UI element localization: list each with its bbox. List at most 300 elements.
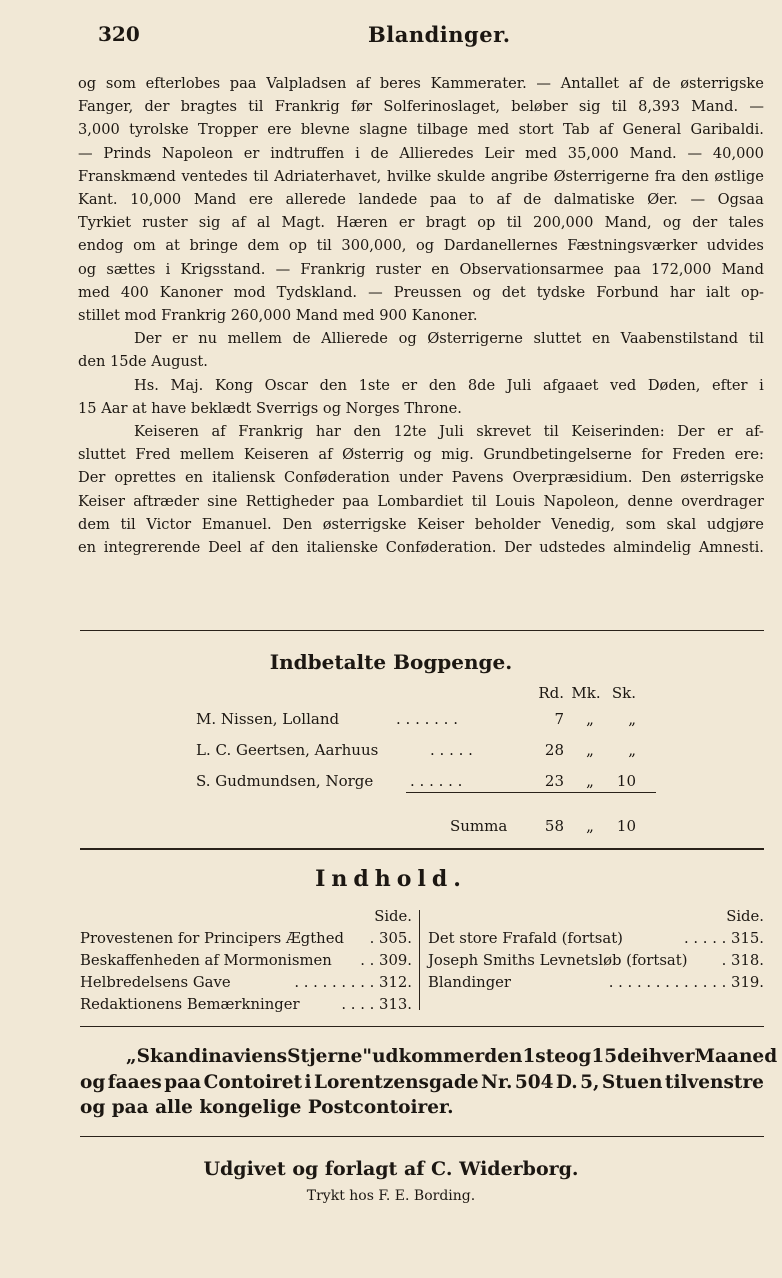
word: paa: [429, 191, 457, 209]
word: den: [353, 423, 381, 441]
total-row: [196, 817, 636, 848]
toc-entry: [80, 994, 412, 1016]
word: stort: [518, 121, 554, 139]
word: 400: [120, 283, 149, 301]
word: Mand: [193, 191, 237, 209]
word: om: [133, 237, 156, 255]
word: aftræder: [133, 492, 199, 510]
word: ved: [609, 376, 637, 394]
word: til: [506, 214, 522, 232]
word: tales: [728, 214, 764, 232]
toc-title: Blandinger: [428, 974, 511, 991]
word: endog: [78, 237, 124, 255]
word: 5,: [580, 1071, 600, 1093]
word: beholder: [474, 515, 541, 533]
word: med: [525, 144, 557, 162]
word: „Skandinaviens: [126, 1046, 288, 1067]
word: General: [622, 121, 682, 139]
toc-page-number: 313.: [379, 996, 412, 1013]
total-mk: „: [586, 817, 594, 835]
word: Prinds: [103, 144, 152, 162]
word: paa: [164, 1071, 202, 1093]
amount-rd: 7: [554, 710, 564, 728]
total-rd: 58: [544, 817, 564, 835]
text-line: [78, 443, 764, 466]
text-line: [78, 211, 764, 234]
word: Hs.: [134, 376, 159, 394]
notice-line: [80, 1070, 764, 1096]
word: østerrigske: [322, 515, 407, 533]
column-divider: [419, 910, 420, 1010]
word: Conføderation: [284, 469, 390, 487]
word: under: [399, 469, 443, 487]
word: Allierede: [321, 330, 388, 348]
word: de: [370, 144, 389, 162]
word: og: [413, 446, 432, 464]
word: Juli: [506, 376, 532, 394]
word: er: [398, 214, 415, 232]
text-line: [78, 374, 764, 397]
word: sluttet: [78, 446, 126, 464]
word: tilvenstre: [664, 1071, 764, 1093]
word: Leir: [484, 144, 515, 162]
word: af: [318, 446, 333, 464]
toc-entry: [80, 928, 412, 950]
article-body: [78, 72, 764, 559]
word: Juli: [439, 423, 464, 441]
word: Østerrig: [342, 446, 404, 464]
word: til: [120, 515, 136, 533]
word: Valpladsen: [266, 75, 347, 92]
word: er: [401, 376, 418, 394]
text-line: [78, 281, 764, 304]
word: de: [523, 191, 542, 209]
word: Pavens: [451, 469, 504, 487]
word: paa: [614, 260, 641, 278]
word: —: [687, 144, 703, 162]
word: landede: [358, 191, 418, 209]
word: 35,000: [567, 144, 619, 162]
word: Napoleon,: [543, 492, 620, 510]
word: med: [477, 121, 510, 139]
word: almindelig: [613, 539, 692, 557]
word: Øer.: [647, 191, 678, 209]
word: før: [350, 98, 373, 116]
word: blevne: [300, 121, 350, 139]
word: som: [105, 75, 136, 92]
word: udgjøre: [706, 515, 764, 533]
word: sluttet: [533, 330, 582, 348]
text-line: [78, 536, 764, 559]
word: Freden: [672, 446, 726, 464]
word: Magt.: [281, 214, 325, 232]
word: af: [211, 423, 226, 441]
word: ventedes: [181, 167, 248, 185]
toc-page: [341, 994, 412, 1016]
word: Observationsarmee: [459, 260, 604, 278]
amount-mk: „: [586, 710, 594, 728]
word: i: [165, 260, 171, 278]
word: udstedes: [539, 539, 606, 557]
word: Conføderation.: [385, 539, 497, 557]
text-line: [78, 188, 764, 211]
leader-dots: . .: [360, 952, 375, 969]
word: Frankrig: [274, 98, 340, 116]
word: til: [471, 492, 487, 510]
word: Maaned: [694, 1046, 778, 1067]
word: op: [288, 237, 308, 255]
word: Tyrkiet: [78, 214, 131, 232]
word: den: [484, 1046, 523, 1067]
word: som: [625, 515, 656, 533]
text-line: [78, 420, 764, 443]
word: 12te: [393, 423, 427, 441]
word: Kong: [214, 376, 253, 394]
word: Kammerater.: [430, 75, 527, 92]
toc-title: Provestenen for Principers Ægthed: [80, 930, 344, 947]
word: ere: [267, 121, 292, 139]
leader-dots: . . . . .: [430, 741, 473, 759]
word: Frankrig: [238, 423, 304, 441]
word: og: [566, 1046, 592, 1067]
word: 300,000,: [341, 237, 407, 255]
word: Solferinoslaget,: [383, 98, 501, 116]
word: til: [248, 98, 264, 116]
toc-page-number: 312.: [379, 974, 412, 991]
contents-right-column: [428, 906, 764, 994]
word: Venedig,: [551, 515, 616, 533]
word: ruster: [142, 214, 188, 232]
table-row: [196, 772, 636, 803]
word: og: [416, 237, 435, 255]
word: hver: [648, 1046, 695, 1067]
word: nu: [198, 330, 218, 348]
word: en: [78, 539, 97, 557]
word: faaes: [107, 1071, 162, 1093]
word: Lombardiet: [377, 492, 464, 510]
word: sættes: [106, 260, 156, 278]
word: D.: [555, 1071, 578, 1093]
toc-page-number: 305.: [379, 930, 412, 947]
word: den: [271, 539, 299, 557]
text-line: [78, 234, 764, 257]
word: 3,000: [78, 121, 120, 139]
word: ialt: [705, 283, 730, 301]
word: Der: [134, 330, 162, 348]
word: Emanuel.: [201, 515, 272, 533]
column-header-sk: Sk.: [611, 684, 636, 702]
leader-dots: .: [721, 952, 727, 969]
word: af-: [745, 423, 764, 441]
word: Frankrig: [300, 260, 366, 278]
word: efter: [712, 376, 748, 394]
contents-left-column: [80, 906, 412, 1016]
word: Tab: [562, 121, 590, 139]
word: 200,000: [533, 214, 594, 232]
word: skulde: [436, 167, 486, 185]
toc-page: [360, 950, 412, 972]
word: Nr.: [481, 1071, 513, 1093]
word: overdrager: [681, 492, 764, 510]
amount-sk: 10: [616, 772, 636, 790]
word: Kanoner: [159, 283, 223, 301]
word: skrevet: [476, 423, 531, 441]
text-line: [78, 327, 764, 350]
word: 15de: [591, 1046, 642, 1067]
word: al: [256, 214, 271, 232]
word: bragt: [425, 214, 466, 232]
word: Fanger,: [78, 98, 134, 116]
text-line: [78, 165, 764, 188]
word: —: [78, 144, 93, 162]
word: Antallet: [560, 75, 620, 92]
text-line: [78, 95, 764, 118]
word: Mand,: [604, 214, 652, 232]
word: op: [477, 214, 496, 232]
divider: [80, 1026, 764, 1027]
text-line: [78, 466, 764, 489]
word: Allieredes: [399, 144, 474, 162]
word: Victor: [146, 515, 192, 533]
word: Den: [282, 515, 313, 533]
amount-sk: „: [628, 741, 636, 759]
word: østlige: [714, 167, 764, 185]
word: en: [591, 330, 611, 348]
word: skal: [666, 515, 697, 533]
toc-page-number: 318.: [731, 952, 764, 969]
word: til: [316, 237, 332, 255]
notice-line: [80, 1044, 778, 1070]
word: Grundbetingelserne: [483, 446, 632, 464]
word: Maj.: [170, 376, 204, 394]
word: Lorentzensgade: [313, 1071, 479, 1093]
word: Fred: [135, 446, 171, 464]
word: Amnesti.: [698, 539, 764, 557]
word: 1ste: [522, 1046, 567, 1067]
word: i: [355, 144, 360, 162]
word: Mand.: [629, 144, 677, 162]
page-header: [78, 22, 742, 52]
word: —: [690, 191, 706, 209]
word: er: [717, 423, 733, 441]
word: Adriaterhavet,: [274, 167, 382, 185]
word: er: [171, 330, 188, 348]
word: en: [185, 469, 204, 487]
word: Østerrigerne: [427, 330, 523, 348]
text-line: 15 Aar at have beklædt Sverrigs og Norges Throne.: [78, 399, 462, 417]
toc-page-number: 315.: [731, 930, 764, 947]
word: tilbage: [416, 121, 469, 139]
word: Ogsaa: [717, 191, 764, 209]
total-sk: 10: [616, 817, 636, 835]
amount-mk: „: [586, 772, 594, 790]
word: 40,000: [712, 144, 764, 162]
word: allerede: [285, 191, 346, 209]
word: to: [469, 191, 484, 209]
text-line: [78, 118, 764, 141]
word: —: [749, 98, 764, 116]
word: at: [165, 237, 180, 255]
word: Contoiret: [203, 1071, 303, 1093]
toc-page: [684, 928, 764, 950]
text-line: [78, 490, 764, 513]
word: tyrolske: [129, 121, 189, 139]
word: i: [641, 1046, 649, 1067]
word: og: [662, 214, 682, 232]
subscriber-name: M. Nissen, Lolland: [196, 710, 340, 728]
running-title: Blandinger.: [368, 22, 511, 47]
word: sig: [198, 214, 221, 232]
leader-dots: .: [369, 930, 375, 947]
word: østerrigske: [680, 75, 764, 92]
text-line: [78, 258, 764, 281]
word: Fæstningsværker: [567, 237, 698, 255]
word: fra: [654, 167, 676, 185]
amount-sk: „: [628, 710, 636, 728]
word: dem: [247, 237, 280, 255]
subscriptions-title: Indbetalte Bogpenge.: [269, 650, 513, 674]
text-line: [78, 142, 764, 165]
word: Overpræsidium.: [512, 469, 633, 487]
word: har: [315, 423, 341, 441]
word: der: [144, 98, 170, 116]
word: Der: [504, 539, 532, 557]
word: østerrigske: [680, 469, 764, 487]
word: Stuen: [601, 1071, 663, 1093]
toc-entry: [428, 950, 764, 972]
word: Vaabenstilstand: [620, 330, 739, 348]
word: for: [641, 446, 663, 464]
publication-notice: [80, 1044, 778, 1121]
word: Dardanellernes: [443, 237, 558, 255]
contents-title: Indhold.: [315, 866, 467, 892]
word: 10,000: [130, 191, 182, 209]
word: Tropper: [198, 121, 258, 139]
table-header-row: [196, 684, 636, 710]
word: mig.: [441, 446, 474, 464]
word: 1ste: [358, 376, 390, 394]
word: tydske: [536, 283, 586, 301]
text-line: [78, 513, 764, 536]
word: Krigsstand.: [180, 260, 266, 278]
page-number: 320: [98, 22, 140, 46]
word: den: [319, 376, 347, 394]
word: ere: [248, 191, 274, 209]
table-row: [196, 741, 636, 772]
word: integrerende: [103, 539, 201, 557]
word: de: [652, 75, 671, 92]
word: italienske: [306, 539, 379, 557]
word: hvilke: [386, 167, 432, 185]
word: er: [243, 144, 260, 162]
word: Der: [78, 469, 106, 487]
text-line: [78, 72, 764, 95]
word: og: [78, 260, 97, 278]
word: Keiser: [417, 515, 465, 533]
word: 8,393: [638, 98, 680, 116]
word: Garibaldi.: [690, 121, 764, 139]
leader-dots: . . . . . . .: [396, 710, 458, 728]
toc-entry: [428, 972, 764, 994]
word: ere:: [734, 446, 764, 464]
leader-dots: . . . . .: [683, 930, 727, 947]
amount-rd: 23: [544, 772, 564, 790]
word: dem: [78, 515, 110, 533]
word: til: [253, 167, 269, 185]
leader-dots: . . . .: [341, 996, 375, 1013]
divider: [80, 1136, 764, 1137]
word: Hæren: [336, 214, 388, 232]
word: bragtes: [180, 98, 238, 116]
word: og: [80, 1071, 106, 1093]
table-row: [196, 710, 636, 741]
word: af: [628, 75, 643, 92]
toc-title: Beskaffenheden af Mormonismen: [80, 952, 332, 969]
word: af: [356, 75, 371, 92]
toc-title: Joseph Smiths Levnetsløb (fortsat): [428, 952, 688, 969]
toc-page: [370, 928, 412, 950]
word: af: [231, 214, 246, 232]
word: Franskmænd: [78, 167, 176, 185]
word: Kant.: [78, 191, 118, 209]
word: denne: [627, 492, 673, 510]
toc-title: Helbredelsens Gave: [80, 974, 231, 991]
toc-page-number: 319.: [731, 974, 764, 991]
divider: [80, 848, 764, 850]
notice-line: og paa alle kongelige Postcontoirer.: [80, 1097, 454, 1118]
word: oprettes: [114, 469, 176, 487]
word: paa: [342, 492, 370, 510]
word: og: [398, 330, 417, 348]
word: Der: [677, 423, 705, 441]
word: til: [611, 98, 627, 116]
word: Keiseren: [134, 423, 199, 441]
word: paa: [229, 75, 257, 92]
word: til: [748, 330, 764, 348]
word: af: [598, 121, 614, 139]
word: med: [78, 283, 110, 301]
subscriber-name: S. Gudmundsen, Norge: [196, 772, 374, 790]
subscriptions-table: [196, 684, 636, 848]
word: Mand.: [691, 98, 739, 116]
word: angribe: [490, 167, 548, 185]
word: mod: [233, 283, 266, 301]
word: Deel: [208, 539, 242, 557]
word: Østerrigerne: [553, 167, 650, 185]
word: Louis: [495, 492, 536, 510]
word: —: [536, 75, 552, 92]
amount-mk: „: [586, 741, 594, 759]
word: Mand: [721, 260, 764, 278]
word: af: [496, 191, 511, 209]
word: mellem: [227, 330, 282, 348]
word: udkommer: [372, 1046, 485, 1067]
subscriber-name: L. C. Geertsen, Aarhuus: [196, 741, 379, 759]
word: Tydskland.: [276, 283, 358, 301]
word: ruster: [375, 260, 421, 278]
divider: [80, 630, 764, 631]
word: Stjerne": [287, 1046, 373, 1067]
word: beres: [379, 75, 421, 92]
publisher-line: Udgivet og forlagt af C. Widerborg.: [203, 1158, 579, 1180]
toc-page: [609, 972, 764, 994]
leader-dots: . . . . . . . . . . . . .: [608, 974, 727, 991]
toc-page-number: 309.: [379, 952, 412, 969]
word: Døden,: [647, 376, 701, 394]
page-column-header: Side.: [374, 908, 412, 925]
leader-dots: . . . . . .: [410, 772, 463, 790]
word: den: [681, 167, 709, 185]
